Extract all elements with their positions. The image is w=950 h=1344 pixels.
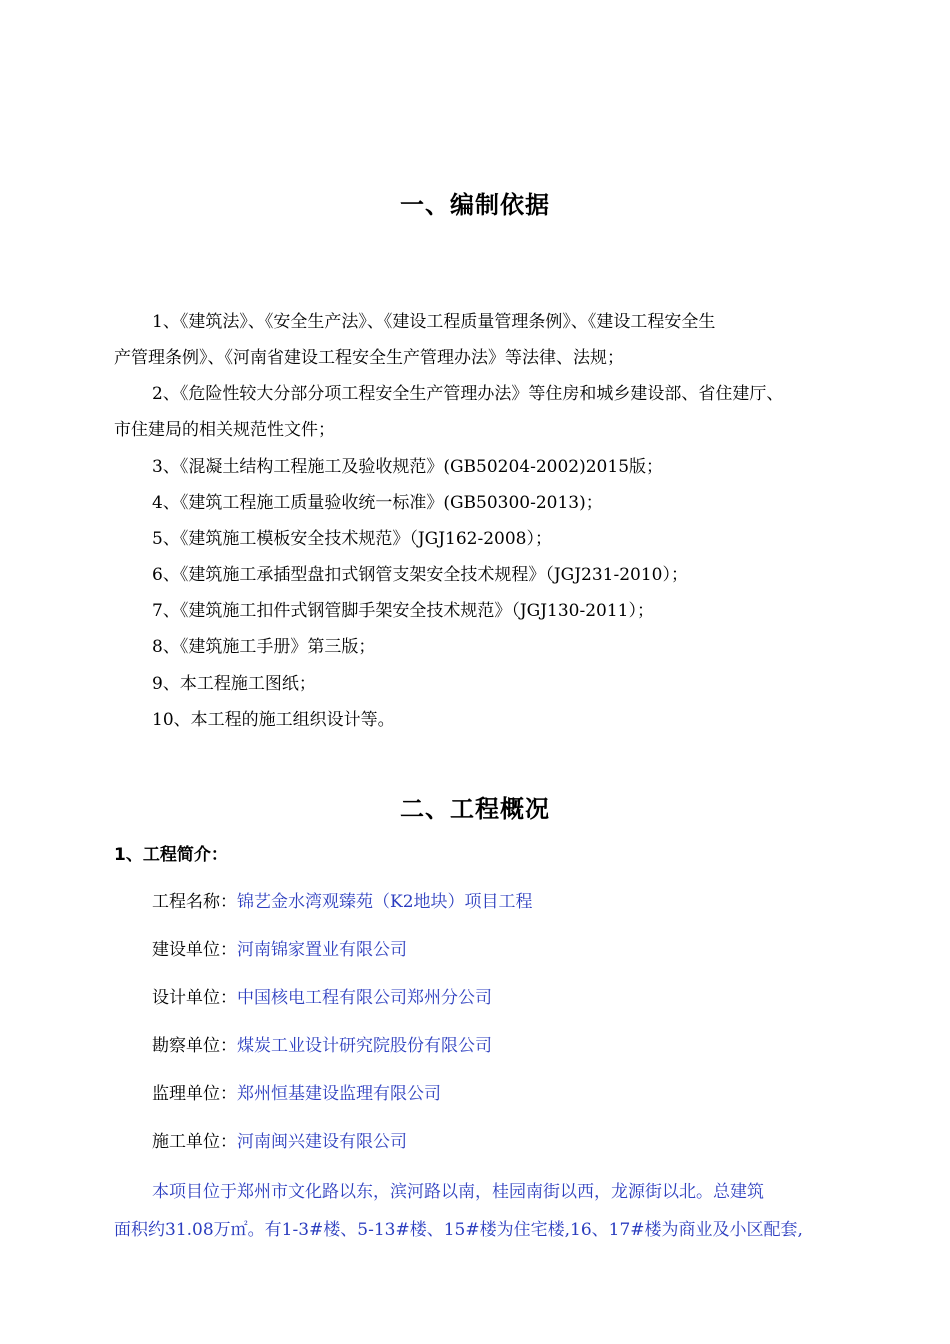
field-contractor: [152, 1130, 407, 1154]
field-label: 建设单位：: [152, 940, 237, 960]
project-description-line-1: 本项目位于郑州市文化路以东，滨河路以南，桂园南街以西，龙源街以北。总建筑: [152, 1182, 764, 1202]
basis-item-5: 5、《建筑施工模板安全技术规范》（JGJ162-2008）；: [152, 529, 552, 549]
field-label: 监理单位：: [152, 1084, 237, 1104]
field-value: 郑州恒基建设监理有限公司: [237, 1084, 441, 1104]
field-label: 勘察单位：: [152, 1036, 237, 1056]
basis-item-10: 10、本工程的施工组织设计等。: [152, 710, 395, 730]
field-designer: [152, 986, 492, 1010]
field-value: 煤炭工业设计研究院股份有限公司: [237, 1036, 492, 1056]
basis-item-9: 9、本工程施工图纸；: [152, 674, 316, 694]
basis-item-8: 8、《建筑施工手册》第三版；: [152, 637, 376, 657]
basis-item-6: 6、《建筑施工承插型盘扣式钢管支架安全技术规程》（JGJ231-2010）；: [152, 565, 688, 585]
basis-item-7: 7、《建筑施工扣件式钢管脚手架安全技术规范》（JGJ130-2011）；: [152, 601, 654, 621]
field-label: 设计单位：: [152, 988, 237, 1008]
section-1-title: 一、编制依据: [400, 191, 550, 219]
project-description-line-2: 面积约31.08万㎡。有1-3#楼、5-13#楼、15#楼为住宅楼,16、17#楼为商业及小区配套,: [114, 1220, 803, 1240]
field-project-name: [152, 890, 533, 914]
field-value: 河南闽兴建设有限公司: [237, 1132, 407, 1152]
field-label: 工程名称：: [152, 892, 237, 912]
field-label: 施工单位：: [152, 1132, 237, 1152]
basis-item-4: 4、《建筑工程施工质量验收统一标准》(GB50300-2013)；: [152, 493, 603, 513]
field-value: 锦艺金水湾观臻苑（K2地块）项目工程: [237, 892, 533, 912]
section-2-title: 二、工程概况: [400, 795, 550, 823]
field-value: 中国核电工程有限公司郑州分公司: [237, 988, 492, 1008]
basis-item-2a: 2、《危险性较大分部分项工程安全生产管理办法》等住房和城乡建设部、省住建厅、: [152, 384, 784, 404]
basis-item-1a: 1、《建筑法》、《安全生产法》、《建设工程质量管理条例》、《建设工程安全生: [152, 312, 716, 332]
basis-item-1b: 产管理条例》、《河南省建设工程安全生产管理办法》等法律、法规；: [114, 348, 624, 368]
field-supervisor: [152, 1082, 441, 1106]
project-intro-subtitle: 1、工程简介：: [114, 845, 228, 865]
field-value: 河南锦家置业有限公司: [237, 940, 407, 960]
field-surveyor: [152, 1034, 492, 1058]
basis-item-3: 3、《混凝土结构工程施工及验收规范》(GB50204-2002)2015版；: [152, 457, 664, 477]
field-developer: [152, 938, 407, 962]
basis-item-2b: 市住建局的相关规范性文件；: [114, 420, 335, 440]
